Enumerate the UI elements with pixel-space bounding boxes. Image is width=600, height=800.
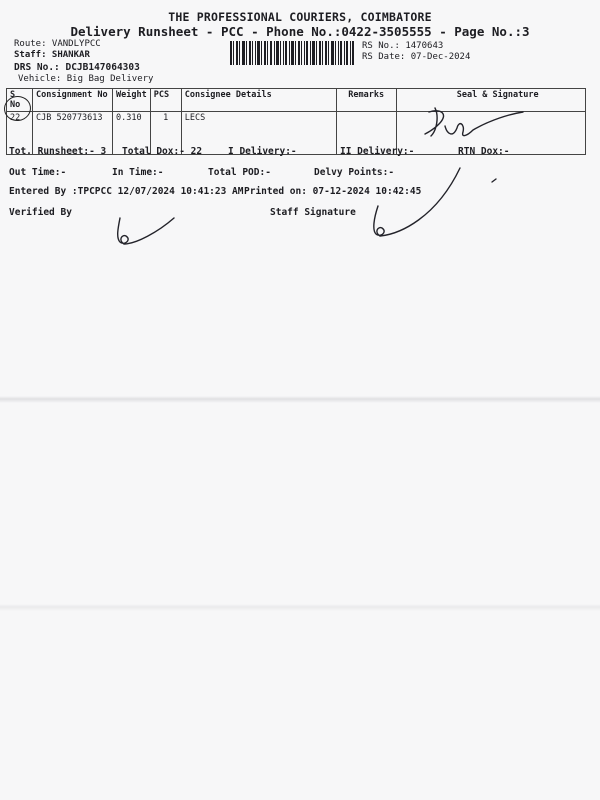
col-header-signature: Seal & Signature [396,89,585,112]
cell-consignment: CJB 520773613 [33,112,113,155]
runsheet-title: Delivery Runsheet - PCC - Phone No.:0422-3505555 - Page No.:3 [70,24,530,39]
cell-pcs: 1 [150,112,181,155]
staff-signature [366,160,476,242]
vehicle-label: Vehicle: Big Bag Delivery [18,74,154,84]
route-label: Route: VANDLYPCC [14,39,101,49]
col-header-sno: S No [7,89,33,112]
cell-weight: 0.310 [113,112,151,155]
barcode-image [230,41,355,65]
col-header-weight: Weight [113,89,151,112]
cell-consignee: LECS [181,112,336,155]
col-header-consignment: Consignment No [33,89,113,112]
in-time: In Time:- [112,167,164,178]
delvy-points: Delvy Points:- [314,167,395,178]
pen-mark [490,176,500,184]
rtn-dox: RTN Dox:- [458,146,510,157]
verifier-signature [110,212,180,250]
company-title: THE PROFESSIONAL COURIERS, COIMBATORE [168,10,432,24]
receiver-signature [415,102,530,144]
total-dox: Total Dox:- 22 [122,146,203,157]
verified-by-label: Verified By [9,207,72,218]
i-delivery: I Delivery:- [228,146,297,157]
rs-date: RS Date: 07-Dec-2024 [362,52,471,62]
col-header-pcs: PCS [150,89,181,112]
entered-by: Entered By :TPCPCC 12/07/2024 10:41:23 AM [9,186,244,197]
printed-on: Printed on: 07-12-2024 10:42:45 [244,186,422,197]
col-header-remarks: Remarks [336,89,396,112]
drs-number: DRS No.: DCJB147064303 [14,62,140,73]
rs-number: RS No.: 1470643 [362,41,444,51]
staff-label: Staff: SHANKAR [14,50,90,60]
col-header-consignee: Consignee Details [181,89,336,112]
tot-runsheet: Tot. Runsheet:- 3 [9,146,107,157]
total-pod: Total POD:- [208,167,271,178]
out-time: Out Time:- [9,167,67,178]
staff-signature-label: Staff Signature [270,207,356,218]
ii-delivery: II Delivery:- [340,146,415,157]
cell-sno: 22 [7,112,33,155]
